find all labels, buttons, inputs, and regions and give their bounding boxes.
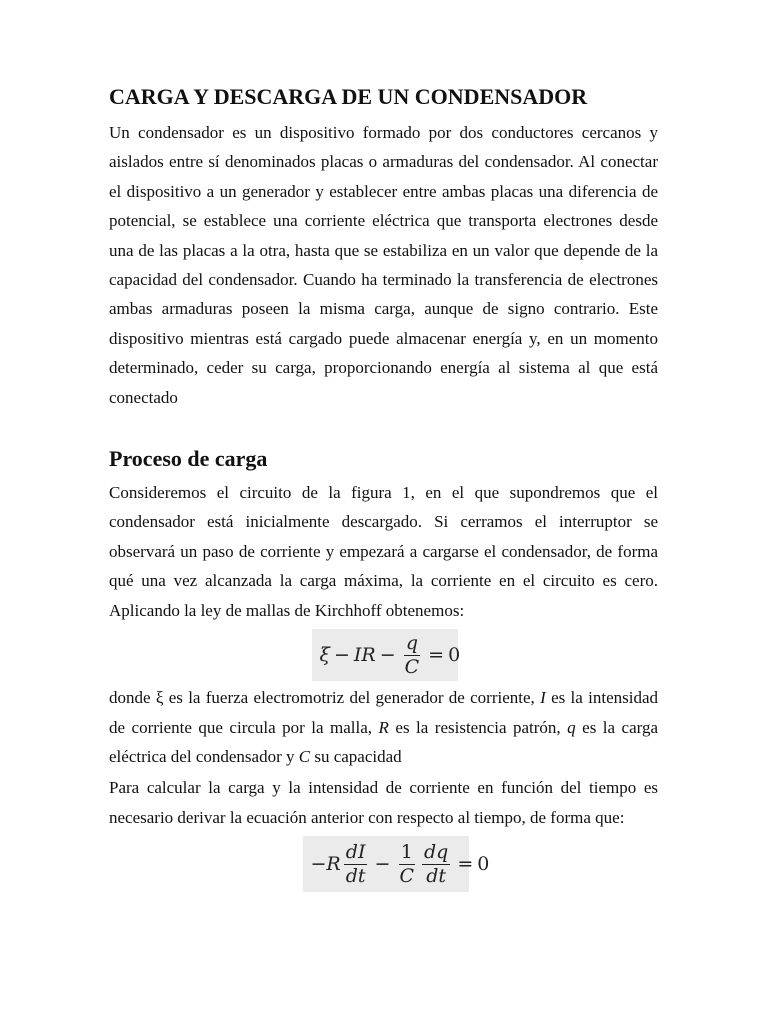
eq-denominator: dt: [426, 864, 447, 887]
eq-numerator: 1: [400, 840, 413, 863]
equation-derivative: [109, 836, 658, 892]
symbol-q: q: [567, 717, 576, 737]
paragraph-derivation: Para calcular la carga y la intensidad de corriente en función del tiempo es necesario derivar la ecuación anterior con respecto al tiempo, de forma que:: [109, 778, 658, 827]
symbol-c: C: [298, 746, 311, 766]
document-page: [109, 84, 658, 894]
paragraph-circuit: Consideremos el circuito de la figura 1, en el que supondremos que el condensador está inicialmente descargado. Si cerramos el interruptor se observará un paso de corriente y empezará a cargarse el condensador, de forma qué una vez alcanzada la carga máxima, la corriente en el circuito es cero. Aplicando la ley de mallas de Kirchhoff obtenemos:: [109, 483, 658, 620]
eq-denominator: C: [399, 864, 415, 887]
eq-ir: IR: [353, 644, 376, 667]
text-span: su capacidad: [314, 746, 402, 766]
eq-numerator: q: [405, 631, 418, 654]
intro-paragraph: Un condensador es un dispositivo formado por dos conductores cercanos y aislados entre sí denominados placas o armaduras del condensador. Al conectar el dispositivo a un generador y establecer entre ambas placas una diferencia de potencial, se establece una corriente eléctrica que transporta electrones desde una de las placas a la otra, hasta que se estabiliza en un valor que depende de la capacidad del condensador. Cuando ha terminado la transferencia de electrones ambas armaduras poseen la misma carga, aunque de signo contrario. Este dispositivo mientras está cargado puede almacenar energía y, en un momento determinado, ceder su carga, proporcionando energía al sistema al que está conectado: [109, 123, 658, 407]
eq-fraction: [344, 840, 368, 887]
eq-numerator: dq: [424, 840, 449, 863]
eq-zero: 0: [448, 644, 461, 667]
eq-minus: −: [379, 644, 396, 667]
eq-equals: =: [457, 853, 474, 876]
text-span: es la intensidad de corriente que circula por la malla,: [109, 688, 659, 737]
eq-minus: −: [374, 853, 391, 876]
eq-minus: −: [333, 644, 350, 667]
text-span: donde ξ es la fuerza electromotriz del generador de corriente,: [109, 688, 535, 708]
symbol-r: R: [378, 717, 389, 737]
page-title: CARGA Y DESCARGA DE UN CONDENSADOR: [109, 84, 588, 109]
eq-fraction: [397, 840, 416, 887]
equation-box: [303, 836, 490, 892]
eq-denominator: C: [404, 655, 420, 678]
eq-xi: ξ: [319, 644, 330, 667]
eq-equals: =: [428, 644, 445, 667]
eq-minus-r: −R: [310, 853, 341, 876]
text-span: es la carga eléctrica del condensador y: [109, 717, 659, 766]
eq-numerator: dI: [345, 840, 366, 863]
symbol-i: I: [540, 688, 546, 708]
eq-denominator: dt: [345, 864, 366, 887]
paragraph-definitions: [109, 683, 658, 771]
text-span: es la resistencia patrón,: [395, 717, 561, 737]
equation-kirchhoff: [109, 629, 658, 681]
eq-zero: 0: [477, 853, 490, 876]
eq-fraction: [422, 840, 450, 887]
section-title: Proceso de carga: [109, 446, 268, 472]
eq-fraction: [403, 631, 422, 678]
equation-box: [312, 629, 461, 681]
